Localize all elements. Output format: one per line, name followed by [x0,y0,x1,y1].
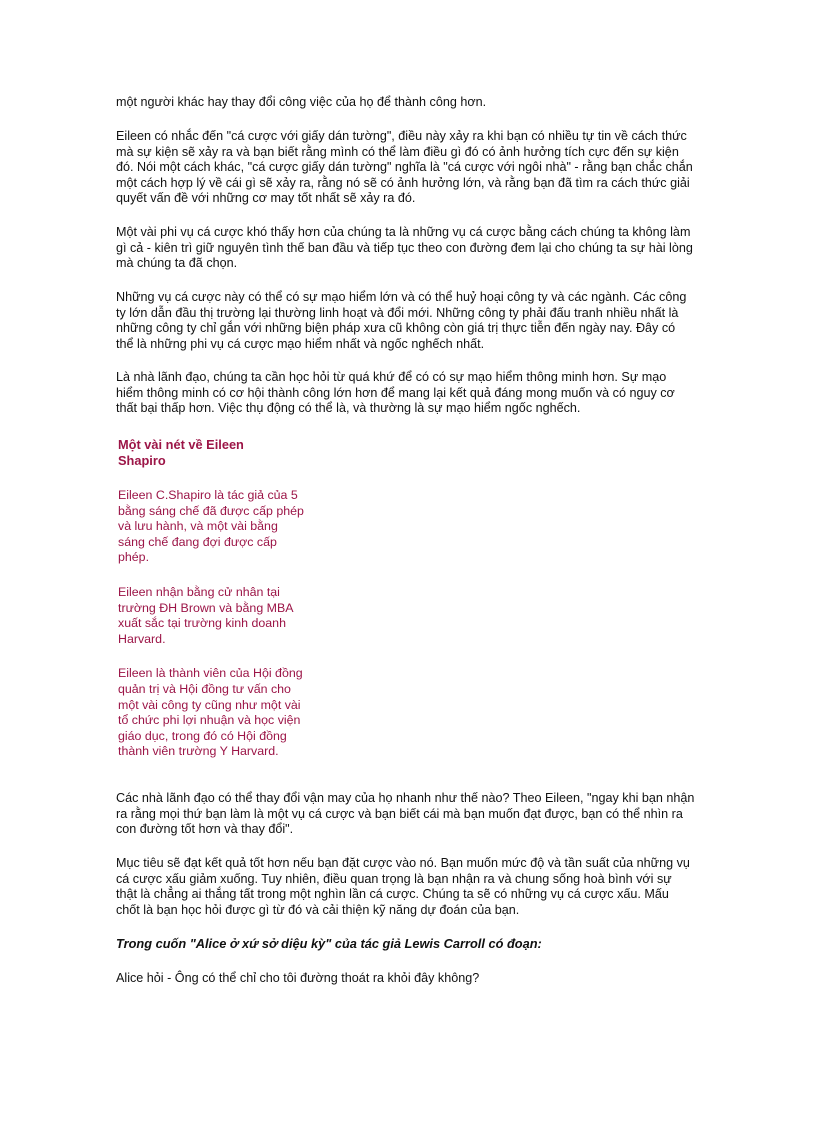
sidebar-paragraph-patents: Eileen C.Shapiro là tác giả của 5 bằng sáng chế đã được cấp phép và lưu hành, và một vài bằng sáng chế đang đợi được cấp phép. [118,488,304,565]
sidebar-about-eileen [118,437,308,760]
quote-heading: Trong cuốn "Alice ở xứ sở diệu kỳ" của tác giả Lewis Carroll có đoạn: [116,936,542,951]
paragraph-hidden-bets: Một vài phi vụ cá cược khó thấy hơn của chúng ta là những vụ cá cược bằng cách chúng ta không làm gì cả - kiên trì giữ nguyên tình thế ban đầu và tiếp tục theo con đường đem lại cho chúng ta sự hài lòng mà chúng ta đã chọn. [116,225,693,271]
paragraph-risky-bets: Những vụ cá cược này có thể có sự mạo hiểm lớn và có thể huỷ hoại công ty và các ngành. Các công ty lớn dẫn đầu thị trường lại thường linh hoạt và đổi mới. Những công ty phải đấu tranh nhiều nhất là những công ty chỉ gắn với những biện pháp xưa cũ không còn giá trị thực tiễn đến ngày nay. Đây có thể là những phi vụ cá cược mạo hiểm nhất và ngốc nghếch nhất. [116,290,687,351]
sidebar-title: Một vài nét về Eileen Shapiro [118,437,244,468]
paragraph-goals: Mục tiêu sẽ đạt kết quả tốt hơn nếu bạn đặt cược vào nó. Bạn muốn mức độ và tần suất của những vụ cá cược xấu giảm xuống. Tuy nhiên, điều quan trọng là bạn nhận ra và chung sống hoà bình với sự thật là chẳng ai thắng tất trong một nghìn lần cá cược. Chúng ta sẽ có những vụ cá cược xấu. Mấu chốt là bạn học hỏi được gì từ đó và cải thiện kỹ năng dự đoán của bạn. [116,856,690,917]
sidebar-paragraph-boards: Eileen là thành viên của Hội đồng quản trị và Hội đồng tư vấn cho một vài công ty cũng như một vài tổ chức phi lợi nhuận và học viện giáo dục, trong đó có Hội đồng thành viên trường Y Harvard. [118,666,303,759]
sidebar-paragraph-education: Eileen nhận bằng cử nhân tại trường ĐH Brown và bằng MBA xuất sắc tại trường kinh doanh Harvard. [118,584,293,646]
paragraph-wallpaper-bet: Eileen có nhắc đến "cá cược với giấy dán tường", điều này xảy ra khi bạn có nhiều tự tin về cách thức mà sự kiện sẽ xảy ra và bạn biết rằng mình có thể làm điều gì đó có ảnh hưởng tích cực đến sự kiện đó. Nói một cách khác, "cá cược giấy dán tường" nghĩa là "cá cược với ngôi nhà" - rằng bạn chắc chắn một cách hợp lý về cái gì sẽ xảy ra, rằng nó sẽ có ảnh hưởng lớn, và rằng bạn đã tìm ra cách thức giải quyết vấn đề với những cơ may tốt nhất sẽ xảy ra đó. [116,129,693,206]
paragraph-intro: một người khác hay thay đổi công việc của họ để thành công hơn. [116,95,487,109]
paragraph-change-luck: Các nhà lãnh đạo có thể thay đổi vận may của họ nhanh như thế nào? Theo Eileen, "ngay khi bạn nhận ra rằng mọi thứ bạn làm là một vụ cá cược và bạn biết cái mà bạn muốn đạt được, bạn có thể nhìn ra con đường tốt hơn và thay đổi". [116,791,695,837]
paragraph-alice: Alice hỏi - Ông có thể chỉ cho tôi đường thoát ra khỏi đây không? [116,971,480,985]
paragraph-leadership: Là nhà lãnh đạo, chúng ta cần học hỏi từ quá khứ để có có sự mạo hiểm thông minh hơn. Sự mạo hiểm thông minh có cơ hội thành công lớn hơn để mang lại kết quả đáng mong muốn và có nguy cơ thất bại thấp hơn. Việc thụ động có thể là, và thường là sự mạo hiểm ngốc nghếch. [116,370,675,416]
